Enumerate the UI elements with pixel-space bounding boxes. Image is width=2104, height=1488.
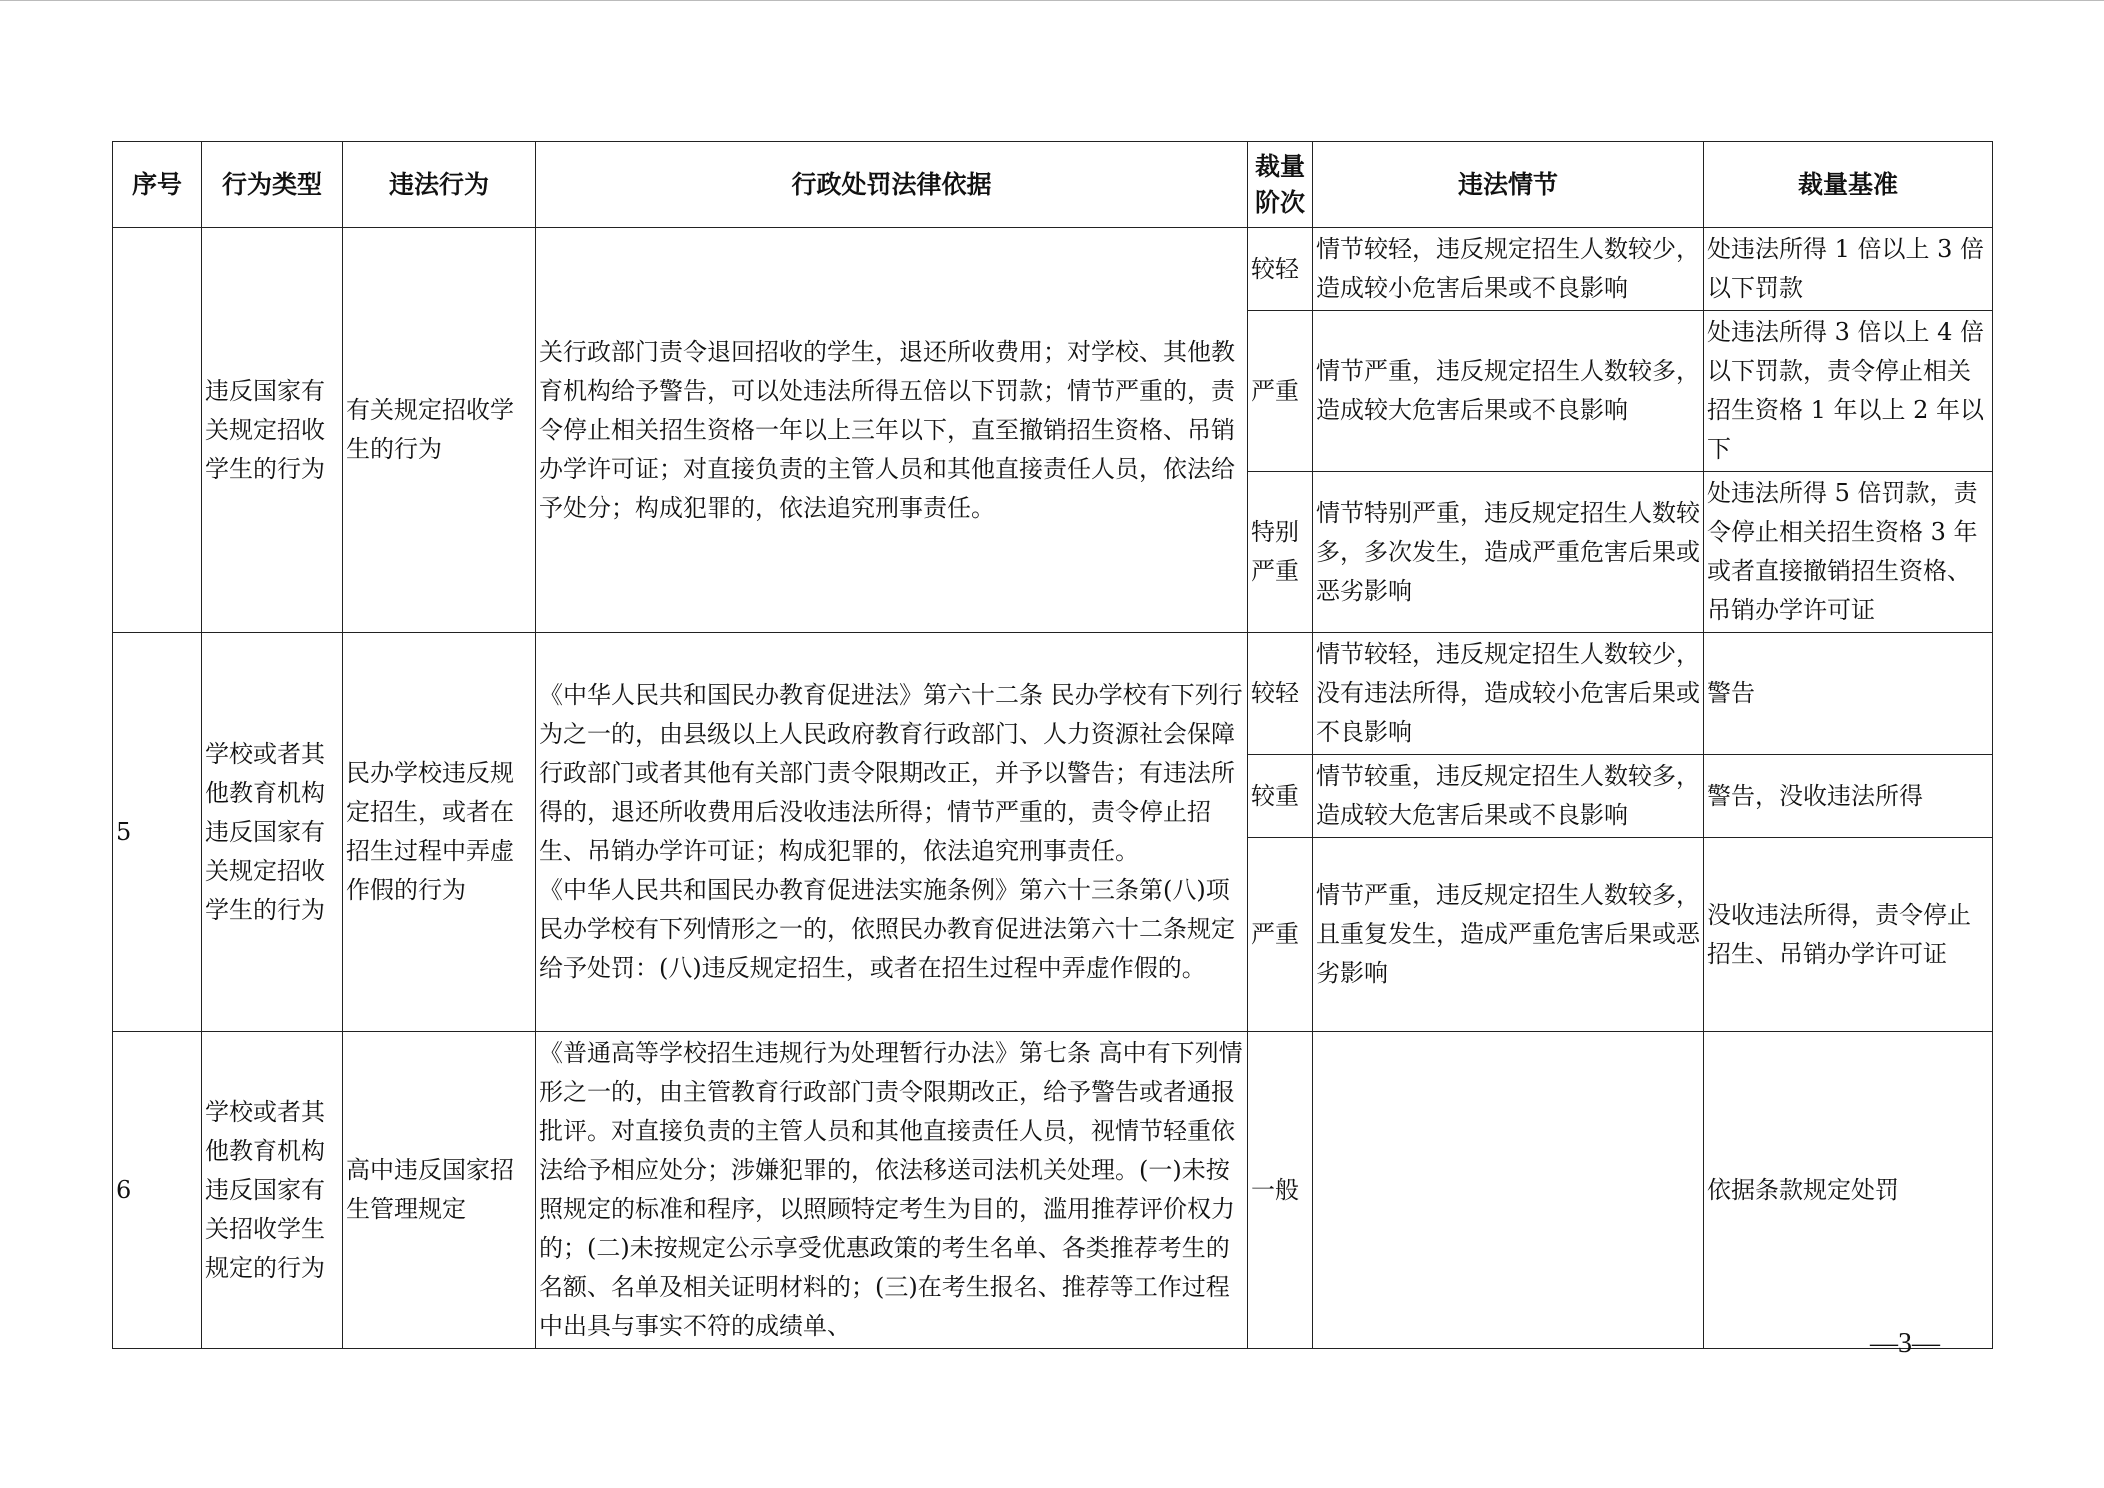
header-row — [113, 142, 1993, 228]
row5-circ-3: 情节严重，违反规定招生人数较多，且重复发生，造成严重危害后果或恶劣影响 — [1313, 838, 1704, 1032]
row4-circ-2: 情节严重，违反规定招生人数较多，造成较大危害后果或不良影响 — [1313, 311, 1704, 472]
row5-circ-1: 情节较轻，违反规定招生人数较少，没有违法所得，造成较小危害后果或不良影响 — [1313, 633, 1704, 755]
header-basis: 行政处罚法律依据 — [536, 142, 1248, 228]
table-row — [113, 228, 1993, 311]
row6-level: 一般 — [1248, 1032, 1313, 1349]
row5-type: 学校或者其他教育机构违反国家有关规定招收学生的行为 — [202, 633, 343, 1032]
row5-std-1: 警告 — [1704, 633, 1993, 755]
header-level: 裁量阶次 — [1248, 142, 1313, 228]
row5-level-3: 严重 — [1248, 838, 1313, 1032]
row5-circ-2: 情节较重，违反规定招生人数较多，造成较大危害后果或不良影响 — [1313, 755, 1704, 838]
row5-basis — [536, 633, 1248, 1032]
top-border-line — [0, 0, 2104, 1]
table-row — [113, 1032, 1993, 1349]
row5-basis-2: 《中华人民共和国民办教育促进法实施条例》第六十三条第(八)项 民办学校有下列情形之一的，依照民办教育促进法第六十二条规定给予处罚：(八)违反规定招生，或者在招生过程中弄虚作假的。 — [539, 876, 1235, 982]
row4-std-2: 处违法所得 3 倍以上 4 倍以下罚款，责令停止相关招生资格 1 年以上 2 年以下 — [1704, 311, 1993, 472]
table-row — [113, 633, 1993, 755]
row6-seq: 6 — [113, 1032, 202, 1349]
row5-level-2: 较重 — [1248, 755, 1313, 838]
row5-basis-1: 《中华人民共和国民办教育促进法》第六十二条 民办学校有下列行为之一的，由县级以上人民政府教育行政部门、人力资源社会保障行政部门或者其他有关部门责令限期改正，并予以警告；有违法所得的，退还所收费用后没收违法所得；情节严重的，责令停止招生、吊销办学许可证；构成犯罪的，依法追究刑事责任。 — [539, 681, 1243, 865]
row4-seq — [113, 228, 202, 633]
penalty-discretion-table — [112, 141, 1993, 1349]
header-type: 行为类型 — [202, 142, 343, 228]
row5-seq: 5 — [113, 633, 202, 1032]
row5-std-3: 没收违法所得，责令停止招生、吊销办学许可证 — [1704, 838, 1993, 1032]
row5-act: 民办学校违反规定招生，或者在招生过程中弄虚作假的行为 — [343, 633, 536, 1032]
header-act: 违法行为 — [343, 142, 536, 228]
row4-std-1: 处违法所得 1 倍以上 3 倍以下罚款 — [1704, 228, 1993, 311]
row6-basis: 《普通高等学校招生违规行为处理暂行办法》第七条 高中有下列情形之一的，由主管教育行政部门责令限期改正，给予警告或者通报批评。对直接负责的主管人员和其他直接责任人员，视情节轻重依法给予相应处分；涉嫌犯罪的，依法移送司法机关处理。(一)未按照规定的标准和程序，以照顾特定考生为目的，滥用推荐评价权力的；(二)未按规定公示享受优惠政策的考生名单、各类推荐考生的名额、名单及相关证明材料的；(三)在考生报名、推荐等工作过程中出具与事实不符的成绩单、 — [536, 1032, 1248, 1349]
header-standard: 裁量基准 — [1704, 142, 1993, 228]
header-circumstance: 违法情节 — [1313, 142, 1704, 228]
row6-circ — [1313, 1032, 1704, 1349]
row5-level-1: 较轻 — [1248, 633, 1313, 755]
row4-std-3: 处违法所得 5 倍罚款，责令停止相关招生资格 3 年或者直接撤销招生资格、吊销办学许可证 — [1704, 472, 1993, 633]
header-seq: 序号 — [113, 142, 202, 228]
row4-type: 违反国家有关规定招收学生的行为 — [202, 228, 343, 633]
row4-act: 有关规定招收学生的行为 — [343, 228, 536, 633]
row6-type: 学校或者其他教育机构违反国家有关招收学生规定的行为 — [202, 1032, 343, 1349]
row4-level-3: 特别严重 — [1248, 472, 1313, 633]
row4-basis: 关行政部门责令退回招收的学生，退还所收费用；对学校、其他教育机构给予警告，可以处违法所得五倍以下罚款；情节严重的，责令停止相关招生资格一年以上三年以下，直至撤销招生资格、吊销办学许可证；对直接负责的主管人员和其他直接责任人员，依法给予处分；构成犯罪的，依法追究刑事责任。 — [536, 228, 1248, 633]
row4-circ-1: 情节较轻，违反规定招生人数较少，造成较小危害后果或不良影响 — [1313, 228, 1704, 311]
row6-std: 依据条款规定处罚 — [1704, 1032, 1993, 1349]
row4-level-2: 严重 — [1248, 311, 1313, 472]
row4-level-1: 较轻 — [1248, 228, 1313, 311]
page-number: —3— — [1870, 1328, 1940, 1359]
row4-circ-3: 情节特别严重，违反规定招生人数较多，多次发生，造成严重危害后果或恶劣影响 — [1313, 472, 1704, 633]
row5-std-2: 警告，没收违法所得 — [1704, 755, 1993, 838]
row6-act: 高中违反国家招生管理规定 — [343, 1032, 536, 1349]
